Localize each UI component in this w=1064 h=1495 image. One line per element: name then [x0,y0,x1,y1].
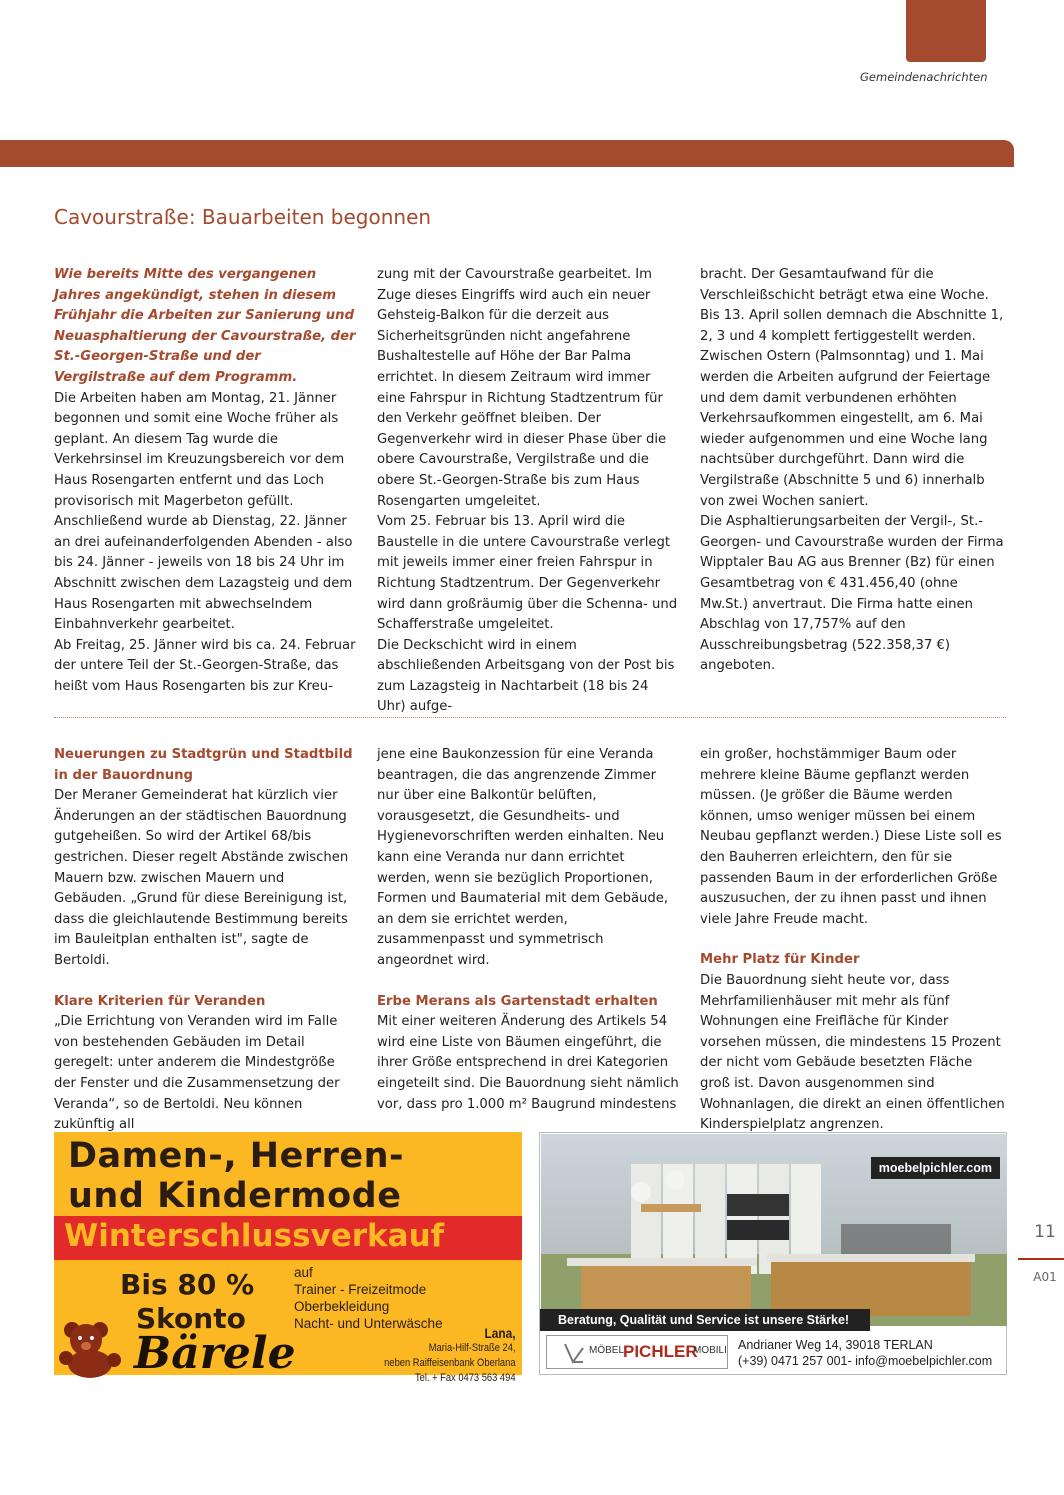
ad-sale-text: Winterschlussverkauf [64,1218,445,1254]
article-paragraph: Die Bauordnung sieht heute vor, dass Mehrfamilienhäuser mit mehr als fünf Wohnungen eine Freifläche für Kinder vorsehen müssen, die mindestens 15 Prozent der nicht vom Gebäude besetzten Fläche groß ist. Davon ausgenommen sind Wohnanlagen, die direkt an einen öffentlichen Kinderspielplatz angrenzen. [700,972,1005,1133]
ad-headline-line: und Kindermode [68,1176,402,1216]
ad-phone-email: (+39) 0471 257 001- info@moebelpichler.com [738,1354,993,1368]
advertisement-moebel-pichler[interactable] [539,1132,1007,1375]
ad-address: Andrianer Weg 14, 39018 TERLAN [738,1338,933,1352]
ad-tagline: Beratung, Qualität und Service ist unsere Stärke! [540,1309,870,1331]
article-paragraph: Vom 25. Februar bis 13. April wird die Baustelle in die untere Cavourstraße verlegt mit jeweils immer einer freien Fahrspur in Richtung Stadtzentrum. Der Gegenverkehr wird dann großräumig über die Schenna- und Schafferstraße umgeleitet. [377,514,678,633]
article-paragraph: Der Meraner Gemeinderat hat kürzlich vier Änderungen an der städtischen Bauordnung gutgeheißen. So wird der Artikel 68/bis gestrichen. Dieser regelt Abstände zwischen Mauern bzw. zwischen Mauern und Gebäuden. „Grund für diese Bereinigung ist, dass die gleichlautende Bestimmung bereits im Bauleitplan enthalten ist", sagte de Bertoldi. [54,788,349,968]
article-paragraph: jene eine Baukonzession für eine Veranda beantragen, die das angrenzende Zimmer nur über eine Balkontür belüften, vorausgesetzt, die Gesundheits- und Hygienevorschriften werden einhalten. Neu kann eine Veranda nur dann errichtet werden, wenn sie bezüglich Proportionen, Formen und Baumaterial mit dem Gebäude, an dem sie errichtet werden, zusammenpasst und symmetrisch angeordnet wird. [377,747,669,968]
ad-phone: Tel. + Fax 0473 563 494 [415,1372,516,1384]
ad-discount: Bis 80 % [120,1268,255,1301]
article-paragraph: Ab Freitag, 25. Jänner wird bis ca. 24. Februar der untere Teil der St.-Georgen-Straße, das heißt vom Haus Rosengarten bis zur Kreu- [54,637,356,694]
logo-main: PICHLER [623,1342,698,1361]
article-title: Cavourstraße: Bauarbeiten begonnen [54,205,432,229]
subheading: Klare Kriterien für Veranden [54,993,266,1009]
article-paragraph: ein großer, hochstämmiger Baum oder mehrere kleine Bäume gepflanzt werden müssen. (Je größer die Bäume werden können, umso weniger müssen bei einem Neubau gepflanzt werden.) Diese Liste soll es den Bauherren erleichtern, den für sie passenden Baum in der erforderlichen Größe auszusuchen, der zu ihnen passt und ihnen viele Jahre Freude macht. [700,747,1002,927]
ad-product-item: Nacht- und Unterwäsche [294,1316,443,1331]
ad-contact [738,1337,992,1369]
subheading: Mehr Platz für Kinder [700,952,860,968]
header-tab-decoration [906,0,986,62]
ad-product-item: Oberbekleidung [294,1299,390,1314]
article-paragraph: Mit einer weiteren Änderung des Artikels 54 wird eine Liste von Bäumen eingeführt, die ihrer Größe entsprechend in drei Kategorien eingeteilt sind. Die Bauordnung sieht nämlich vor, dass pro 1.000 m² Baugrund mindestens [377,1014,679,1112]
article-lead: Wie bereits Mitte des vergangenen Jahres angekündigt, stehen in diesem Frühjahr die Arbeiten zur Sanierung und Neuasphaltierung der Cavourstraße, der St.-Georgen-Straße und der Vergilstraße auf dem Programm. [54,267,356,385]
ad-brand-logo: Bärele [134,1328,296,1379]
article2-column-3 [700,745,1006,1136]
ad-city: Lana, [484,1325,516,1341]
article2-column-2 [377,745,679,1115]
chair-logo-icon [561,1340,587,1366]
article-column-3 [700,265,1006,677]
ad-website[interactable]: moebelpichler.com [871,1157,1000,1179]
section-label: Gemeindenachrichten [860,70,988,84]
article-paragraph: zung mit der Cavourstraße gearbeitet. Im Zuge dieses Eingriffs wird auch ein neuer Gehsteig-Balkon für die derzeit aus Sicherheitsgründen nicht angefahrene Bushaltestelle auf Höhe der Bar Palma errichtet. In diesem Zeitraum wird immer eine Fahrspur in Richtung Stadtzentrum für den Verkehr geöffnet bleiben. Der Gegenverkehr wird in dieser Phase über die obere Cavourstraße, Vergilstraße und die obere St.-Georgen-Straße bis zum Haus Rosengarten umgeleitet. [377,267,667,509]
advertisement-baerele[interactable] [54,1132,522,1384]
article-column-1 [54,265,356,697]
ad-headline-line: Damen-, Herren- [68,1136,405,1176]
section-divider [54,717,1006,718]
ad-address [385,1326,516,1386]
header-band [0,140,1014,167]
article-paragraph: Die Asphaltierungsarbeiten der Vergil-, St.-Georgen- und Cavourstraße wurden der Firma Wipptaler Bau AG aus Brenner (Bz) für einen Gesamtbetrag von € 431.456,40 (ohne Mw.St.) anvertraut. Die Firma hatte einen Abschlag von 17,757% auf den Ausschreibungsbetrag (522.358,37 €) angeboten. [700,514,1004,674]
article-column-2 [377,265,679,718]
page-number: 11 [1034,1222,1056,1242]
article-paragraph: bracht. Der Gesamtaufwand für die Verschleißschicht beträgt etwa eine Woche. Bis 13. April sollen demnach die Abschnitte 1, 2, 3 und 4 komplett fertiggestellt werden. Zwischen Ostern (Palmsonntag) und 1. Mai werden die Arbeiten aufgrund der Feiertage und dem damit verbundenen erhöhten Verkehrsaufkommen eingestellt, am 6. Mai wieder aufgenommen und eine Woche lang nachtsüber durchgeführt. Dann wird die Vergilstraße (Abschnitte 5 und 6) innerhalb von zwei Wochen saniert. [700,267,1004,509]
ad-discount-label: Skonto [136,1302,246,1335]
subheading: Neuerungen zu Stadtgrün und Stadtbild in der Bauordnung [54,747,353,783]
ad-product-item: Trainer - Freizeitmode [294,1282,427,1297]
moebel-pichler-logo [546,1335,728,1369]
article-paragraph: „Die Errichtung von Veranden wird im Falle von bestehenden Gebäuden im Detail geregelt: unter anderem die Mindestgröße der Fenster und die Zusammensetzung der Veranda“, so de Bertoldi. Neu können zukünftig all [54,1014,340,1133]
page-marker-line [1018,1258,1064,1260]
ad-product-item: auf [294,1265,313,1280]
ad-product-list [294,1264,443,1332]
ad-location-note: neben Raiffeisenbank Oberlana [384,1357,516,1369]
page-code: A01 [1033,1270,1057,1284]
article-paragraph: Die Arbeiten haben am Montag, 21. Jänner begonnen und somit eine Woche früher als geplant. An diesem Tag wurde die Verkehrsinsel im Kreuzungsbereich vor dem Haus Rosengarten entfernt und das Loch provisorisch mit Magerbeton gefüllt. Anschließend wurde ab Dienstag, 22. Jänner an drei aufeinanderfolgenden Abenden - also bis 24. Jänner - jeweils von 18 bis 24 Uhr im Abschnitt zwischen dem Lazagsteig und dem Haus Rosengarten mit abwechselndem Einbahnverkehr gearbeitet. [54,390,353,633]
logo-suffix: MOBILI [693,1345,727,1356]
article-paragraph: Die Deckschicht wird in einem abschließenden Arbeitsgang von der Post bis zum Lazagsteig in Nachtarbeit (18 bis 24 Uhr) aufge- [377,637,675,715]
ad-headline [68,1136,404,1216]
subheading: Erbe Merans als Gartenstadt erhalten [377,993,658,1009]
ad-street: Maria-Hilf-Straße 24, [429,1342,516,1354]
article2-column-1 [54,745,356,1136]
logo-prefix: MÖBEL [589,1345,625,1356]
teddy-bear-icon [58,1318,134,1378]
